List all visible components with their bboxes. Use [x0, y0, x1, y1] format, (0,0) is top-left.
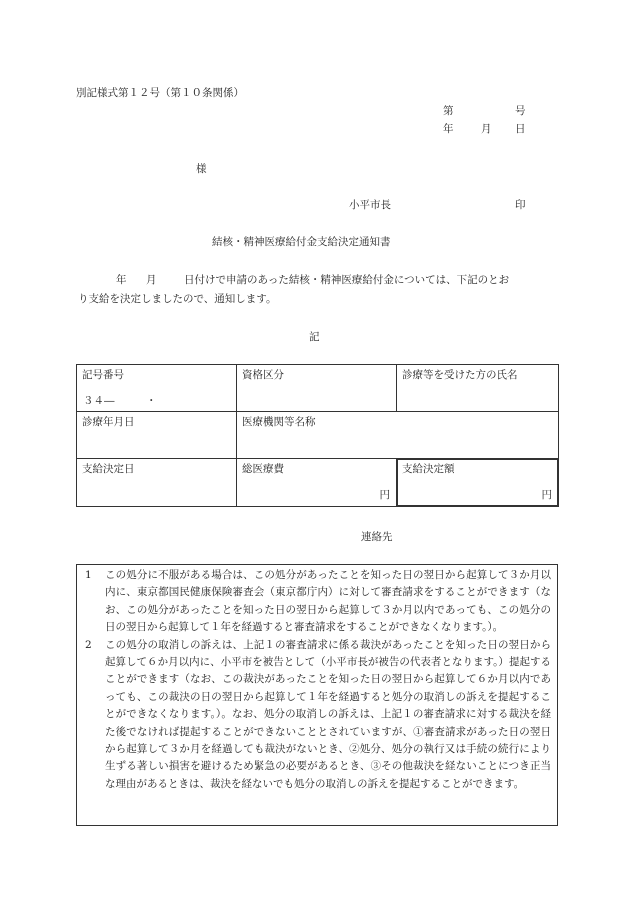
- benefit-table: [76, 364, 559, 507]
- total-cost-cell: [237, 459, 397, 507]
- ki-heading: 記: [309, 331, 320, 343]
- kigo-value: ３４― ・: [83, 395, 157, 407]
- kigo-label: 記号番号: [82, 369, 124, 381]
- number-prefix: 第: [443, 105, 454, 117]
- shikaku-label: 資格区分: [242, 369, 284, 381]
- institution-label: 医療機関等名称: [242, 416, 316, 428]
- date-label: 診療年月日: [82, 416, 135, 428]
- amount-unit: 円: [541, 489, 552, 501]
- notice-item-number: 1: [85, 569, 92, 581]
- body-year: 年: [116, 274, 127, 286]
- notice-item-text: この処分の取消しの訴えは、上記１の審査請求に係る裁決があったことを知った日の翌日から起算して６か月以内に、小平市を被告として（小平市長が被告の代表者となります。）提起することができます（なお、この裁決があったことを知った日の翌日から起算して６か月以内であっても、この裁決の日の翌日から起算して１年を経過すると処分の取消しの訴えを提起することができなくなります。）。なお、処分の取消しの訴えは、上記１の審査請求に対する裁決を経た後でなければ提起することができないこととされていますが、①審査請求があった日の翌日から起算して３か月を経過しても裁決がないとき、②処分、処分の執行又は手続の続行により生ずる著しい損害を避けるため緊急の必要があるとき、③その他裁決を経ないことにつき正当な理由があるときは、裁決を経ないでも処分の取消しの訴えを提起することができます。: [105, 638, 551, 790]
- total-cost-unit: 円: [379, 489, 390, 501]
- document-title: 結核・精神医療給付金支給決定通知書: [212, 236, 391, 248]
- date-year: 年: [443, 123, 454, 135]
- notice-item: [83, 567, 551, 637]
- body-month: 月: [146, 274, 157, 286]
- decision-date-label: 支給決定日: [82, 463, 135, 475]
- notice-box: [76, 564, 558, 826]
- date-month: 月: [481, 123, 492, 135]
- decision-date-cell: [77, 459, 237, 507]
- notice-item: [83, 637, 551, 794]
- institution-cell: [237, 412, 559, 459]
- sender-name: 小平市長: [349, 199, 391, 211]
- kigo-cell: [77, 365, 237, 412]
- number-suffix: 号: [515, 105, 526, 117]
- amount-label: 支給決定額: [402, 463, 455, 475]
- date-cell: [77, 412, 237, 459]
- shikaku-cell: [237, 365, 397, 412]
- patient-cell: [397, 365, 559, 412]
- date-day: 日: [515, 123, 526, 135]
- form-label: 別記様式第１２号（第１０条関係）: [76, 87, 244, 99]
- total-cost-label: 総医療費: [242, 463, 284, 475]
- patient-label: 診療等を受けた方の氏名: [402, 369, 518, 381]
- notice-item-number: 2: [85, 638, 92, 651]
- contact-label: 連絡先: [361, 531, 393, 543]
- seal-mark: 印: [515, 199, 526, 211]
- body-line-1: 日付けで申請のあった結核・精神医療給付金については、下記のとお: [184, 274, 510, 286]
- addressee-honorific: 様: [196, 163, 207, 175]
- body-line-2: り支給を決定しましたので、通知します。: [78, 293, 277, 305]
- amount-cell: [397, 459, 559, 507]
- notice-item-text: この処分に不服がある場合は、この処分があったことを知った日の翌日から起算して３か月以内に、東京都国民健康保険審査会（東京都庁内）に対して審査請求をすることができます（なお、この処分があったことを知った日の翌日から起算して３か月以内であっても、この処分の日の翌日から起算して１年を経過すると審査請求をすることができなくなります。）。: [105, 569, 551, 634]
